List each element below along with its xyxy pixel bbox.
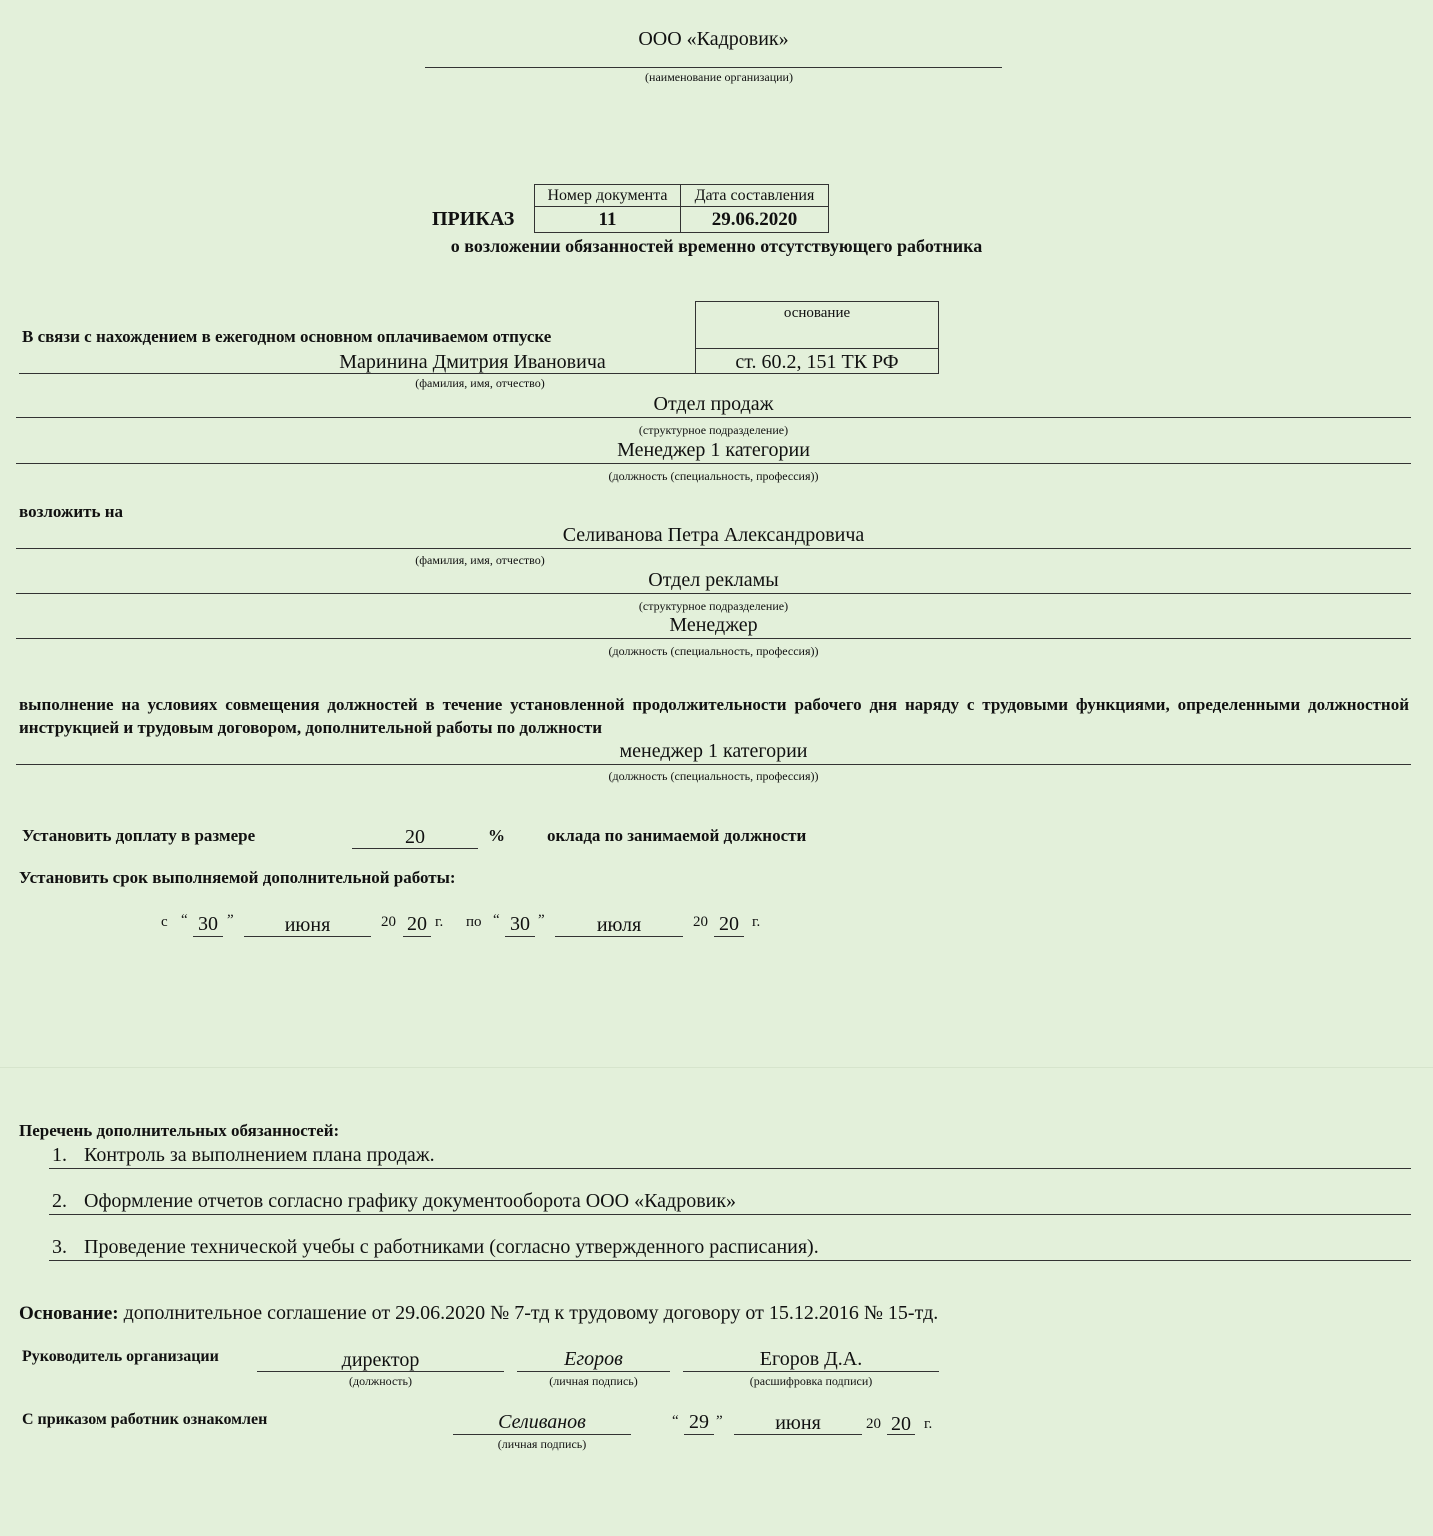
ack-month: июня <box>775 1412 821 1434</box>
term-from-day-underline <box>193 936 223 937</box>
ack-signature-underline <box>453 1434 631 1435</box>
absent-department-underline <box>16 417 1411 418</box>
head-signature-underline <box>517 1371 670 1372</box>
assignee-position-underline <box>16 638 1411 639</box>
term-to-month-underline <box>555 936 683 937</box>
surcharge-value: 20 <box>405 826 425 848</box>
assign-label: возложить на <box>19 502 124 521</box>
assignee-department-underline <box>16 593 1411 594</box>
duty-item-text: Проведение технической учебы с работниками (согласно утвержденного расписания). <box>84 1236 819 1258</box>
ack-year-underline <box>887 1434 915 1435</box>
term-from-month-underline <box>244 936 371 937</box>
additional-position-underline <box>16 764 1411 765</box>
assignee-department: Отдел рекламы <box>648 569 779 591</box>
organization-underline <box>425 67 1002 68</box>
term-to-day-underline <box>505 936 535 937</box>
duty-item-underline <box>49 1214 1411 1215</box>
ack-year-prefix: 20 <box>866 1416 881 1432</box>
term-to-month: июля <box>596 914 642 936</box>
term-to-prefix: по <box>466 914 482 930</box>
head-decoding-underline <box>683 1371 939 1372</box>
duty-item-num: 1. <box>52 1144 67 1166</box>
ack-open-quote: “ <box>672 1413 679 1429</box>
head-label: Руководитель организации <box>22 1348 219 1365</box>
additional-position: менеджер 1 категории <box>619 740 808 762</box>
basis-value: ст. 60.2, 151 ТК РФ <box>735 351 899 373</box>
absent-name-caption: (фамилия, имя, отчество) <box>415 376 545 390</box>
doc-date: 29.06.2020 <box>711 209 798 230</box>
term-to-year: 20 <box>719 913 739 935</box>
term-to-year-underline <box>714 936 744 937</box>
organization-name: ООО «Кадровик» <box>638 28 789 50</box>
term-from-year-suffix: г. <box>435 914 444 930</box>
absent-department-caption: (структурное подразделение) <box>638 423 789 437</box>
order-title: ПРИКАЗ <box>432 208 515 230</box>
basis-text: дополнительное соглашение от 29.06.2020 № 7-тд к трудовому договору от 15.12.2016 № 15-тд. <box>123 1302 939 1324</box>
ack-signature-caption: (личная подпись) <box>497 1437 587 1451</box>
duties-label: Перечень дополнительных обязанностей: <box>19 1121 340 1140</box>
assignee-position: Менеджер <box>669 614 758 636</box>
term-from-year: 20 <box>407 913 427 935</box>
term-from-year-prefix: 20 <box>381 914 396 930</box>
term-to-year-prefix: 20 <box>693 914 708 930</box>
duty-item-text: Контроль за выполнением плана продаж. <box>84 1144 435 1166</box>
term-from-day: 30 <box>198 913 218 935</box>
duty-item-underline <box>49 1260 1411 1261</box>
surcharge-label: Установить доплату в размере <box>22 826 256 845</box>
term-from-month: июня <box>284 914 331 936</box>
ack-close-quote: ” <box>716 1413 723 1429</box>
head-position-caption: (должность) <box>349 1374 412 1388</box>
duty-item-num: 2. <box>52 1190 67 1212</box>
assignee-name-caption: (фамилия, имя, отчество) <box>415 553 545 567</box>
basis-box <box>695 301 939 374</box>
surcharge-percent: % <box>488 826 505 845</box>
duty-item-underline <box>49 1168 1411 1169</box>
head-decoding-caption: (расшифровка подписи) <box>749 1374 873 1388</box>
doc-number: 11 <box>535 207 681 232</box>
assignee-position-caption: (должность (специальность, профессия)) <box>608 644 819 658</box>
organization-caption: (наименование организации) <box>645 70 793 84</box>
ack-day-underline <box>684 1434 714 1435</box>
absent-name-underline <box>19 373 695 374</box>
term-label: Установить срок выполняемой дополнительной работы: <box>19 868 456 887</box>
term-to-day: 30 <box>510 913 530 935</box>
absent-name: Маринина Дмитрия Ивановича <box>339 351 606 373</box>
assignee-department-caption: (структурное подразделение) <box>638 599 789 613</box>
basis-line <box>19 1302 938 1325</box>
term-from-prefix: с <box>161 914 168 930</box>
head-decoding: Егоров Д.А. <box>759 1348 863 1370</box>
head-signature-caption: (личная подпись) <box>549 1374 638 1388</box>
ack-signature: Селиванов <box>498 1411 586 1433</box>
absent-department: Отдел продаж <box>653 393 774 415</box>
absent-position-underline <box>16 463 1411 464</box>
assignee-name: Селиванова Петра Александровича <box>562 524 865 546</box>
term-from-year-underline <box>403 936 431 937</box>
head-signature: Егоров <box>564 1348 623 1370</box>
ack-month-underline <box>734 1434 862 1435</box>
ack-day: 29 <box>689 1411 709 1433</box>
doc-number-header: Номер документа <box>535 185 681 207</box>
absent-position-caption: (должность (специальность, профессия)) <box>608 469 819 483</box>
ack-label: С приказом работник ознакомлен <box>22 1411 268 1428</box>
basis-divider <box>696 348 938 349</box>
term-to-year-suffix: г. <box>752 914 761 930</box>
basis-header: основание <box>783 305 851 321</box>
assignee-name-underline <box>16 548 1411 549</box>
basis-label: Основание: <box>19 1303 119 1324</box>
term-to-close-quote: ” <box>538 912 545 928</box>
term-from-open-quote: “ <box>181 912 188 928</box>
duty-item-text: Оформление отчетов согласно графику документооборота ООО «Кадровик» <box>84 1190 737 1212</box>
order-subtitle: о возложении обязанностей временно отсутствующего работника <box>450 236 983 256</box>
duty-item-num: 3. <box>52 1236 67 1258</box>
term-to-open-quote: “ <box>493 912 500 928</box>
conditions-text: выполнение на условиях совмещения должностей в течение установленной продолжительности рабочего дня наряду с трудовыми функциями, определенными должностной инструкцией и трудовым договором, дополнительной работы по должности <box>19 695 1409 737</box>
page-separator <box>0 1067 1433 1068</box>
term-from-close-quote: ” <box>227 912 234 928</box>
surcharge-suffix: оклада по занимаемой должности <box>547 826 807 845</box>
doc-table <box>534 184 829 233</box>
surcharge-underline <box>352 848 478 849</box>
absent-position: Менеджер 1 категории <box>617 439 810 461</box>
reason-text: В связи с нахождением в ежегодном основном оплачиваемом отпуске <box>22 327 552 346</box>
doc-date-header: Дата составления <box>681 185 828 207</box>
ack-year: 20 <box>891 1413 911 1435</box>
head-position-underline <box>257 1371 504 1372</box>
additional-position-caption: (должность (специальность, профессия)) <box>608 769 819 783</box>
head-position: директор <box>341 1349 420 1371</box>
ack-year-suffix: г. <box>924 1416 933 1432</box>
